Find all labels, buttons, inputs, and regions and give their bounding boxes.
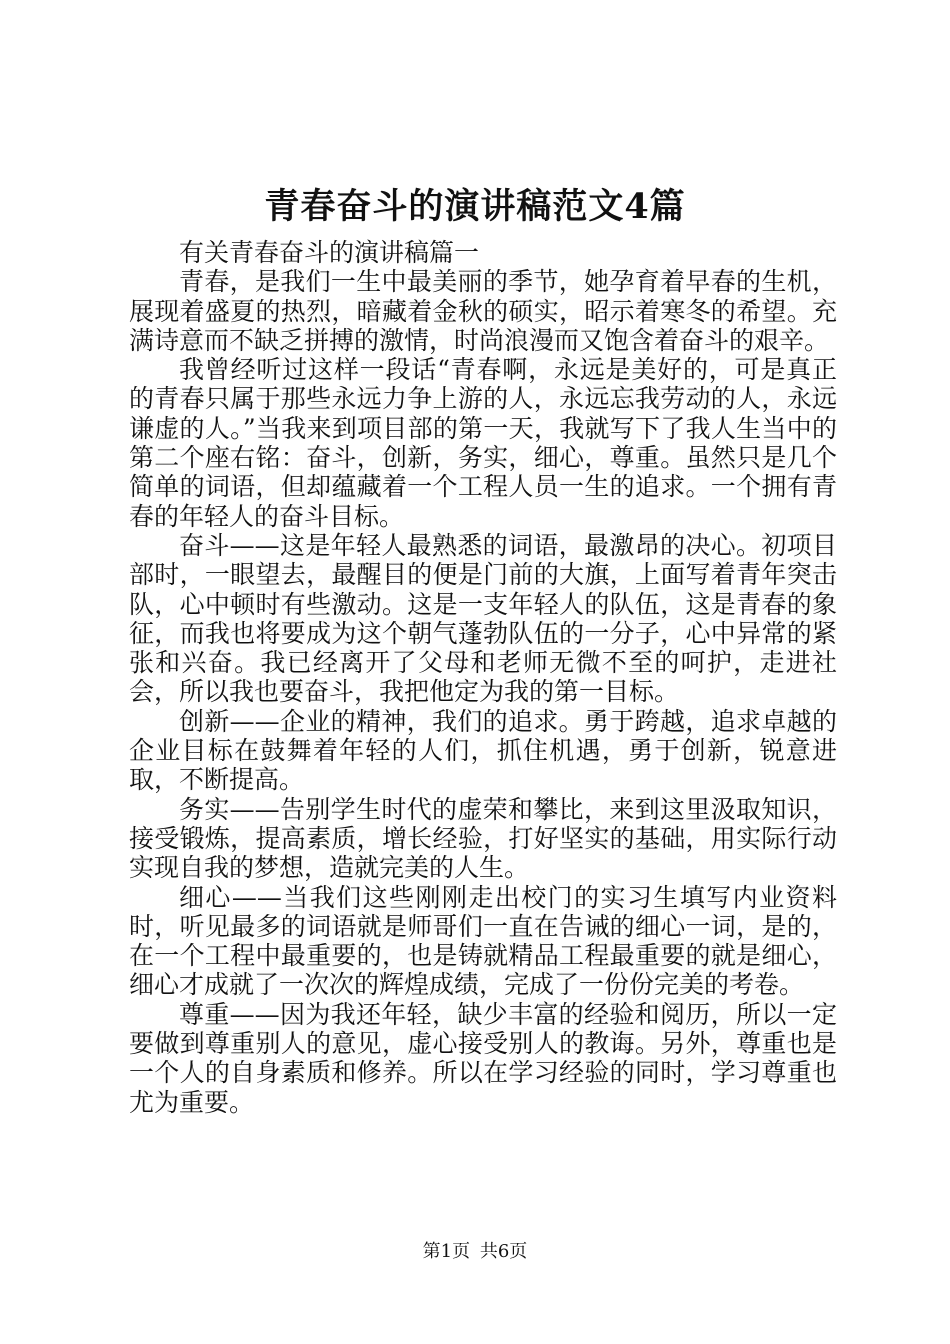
section-heading: 有关青春奋斗的演讲稿篇一 [179, 238, 480, 267]
paragraph: 我曾经听过这样一段话“青春啊，永远是美好的，可是真正的青春只属于那些永远力争上游的人，永远忘我劳动的人，永远谦虚的人。”当我来到项目部的第一天，我就写下了我人生当中的第二个座右铭：奋斗，创新，务实，细心，尊重。虽然只是几个简单的词语，但却蕴藏着一个工程人员一生的追求。一个拥有青春的年轻人的奋斗目标。 [129, 355, 837, 531]
paragraph: 创新——企业的精神，我们的追求。勇于跨越，追求卓越的企业目标在鼓舞着年轻的人们，抓住机遇，勇于创新，锐意进取，不断提高。 [129, 706, 837, 795]
document-body [129, 238, 837, 1117]
document-title: 青春奋斗的演讲稿范文4篇 [264, 186, 686, 227]
paragraph: 细心——当我们这些刚刚走出校门的实习生填写内业资料时，听见最多的词语就是师哥们一直在告诫的细心一词，是的，在一个工程中最重要的，也是铸就精品工程最重要的就是细心，细心才成就了一次次的辉煌成绩，完成了一份份完美的考卷。 [129, 882, 837, 1000]
paragraph: 尊重——因为我还年轻，缺少丰富的经验和阅历，所以一定要做到尊重别人的意见，虚心接受别人的教诲。另外，尊重也是一个人的自身素质和修养。所以在学习经验的同时，学习尊重也尤为重要。 [129, 999, 837, 1117]
page-footer [0, 1240, 950, 1264]
paragraph: 务实——告别学生时代的虚荣和攀比，来到这里汲取知识，接受锻炼，提高素质，增长经验，打好坚实的基础，用实际行动实现自我的梦想，造就完美的人生。 [129, 794, 837, 883]
page-number: 第1页 [422, 1241, 471, 1262]
page-total: 共6页 [479, 1241, 528, 1262]
paragraph: 奋斗——这是年轻人最熟悉的词语，最激昂的决心。初项目部时，一眼望去，最醒目的便是门前的大旗，上面写着青年突击队，心中顿时有些激动。这是一支年轻人的队伍，这是青春的象征，而我也将要成为这个朝气蓬勃队伍的一分子，心中异常的紧张和兴奋。我已经离开了父母和老师无微不至的呵护，走进社会，所以我也要奋斗，我把他定为我的第一目标。 [129, 530, 837, 707]
paragraph: 青春，是我们一生中最美丽的季节，她孕育着早春的生机，展现着盛夏的热烈，暗藏着金秋的硕实，昭示着寒冬的希望。充满诗意而不缺乏拼搏的激情，时尚浪漫而又饱含着奋斗的艰辛。 [129, 267, 837, 355]
